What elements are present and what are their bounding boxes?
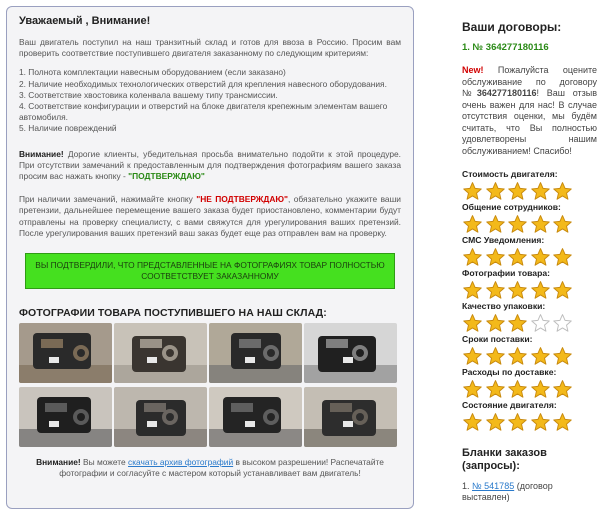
warning-body: Дорогие клиенты, убедительная просьба внимательно подойти к этой процедуре. При отсутствии замечаний к предоставленным для подтверждения фотографиям вашего заказа просим вас нажать кнопку - bbox=[19, 148, 401, 182]
intro-text: Ваш двигатель поступил на наш транзитный склад и готов для ввоза в Россию. Просим вам проверить соответствие поступившего двигателя заказанному по следующим критериям: bbox=[19, 37, 401, 59]
rating-label: Расходы по доставке: bbox=[462, 367, 557, 377]
confirm-quote: "ПОДТВЕРЖДАЮ" bbox=[128, 171, 205, 182]
star-filled-icon[interactable] bbox=[462, 346, 483, 367]
rating-row bbox=[462, 235, 600, 268]
star-filled-icon[interactable] bbox=[530, 346, 551, 367]
rating-row bbox=[462, 268, 600, 301]
star-filled-icon[interactable] bbox=[552, 181, 573, 202]
confirmation-panel bbox=[6, 6, 414, 509]
rating-label: Фотографии товара: bbox=[462, 268, 550, 278]
order-forms-heading: Бланки заказов (запросы): bbox=[462, 447, 547, 472]
star-filled-icon[interactable] bbox=[552, 379, 573, 400]
star-filled-icon[interactable] bbox=[485, 181, 506, 202]
star-empty-icon[interactable] bbox=[530, 313, 551, 334]
star-rating[interactable] bbox=[462, 313, 600, 334]
star-filled-icon[interactable] bbox=[485, 214, 506, 235]
list-item: 1. Полнота комплектации навесным оборудованием (если заказано) bbox=[19, 67, 286, 78]
star-filled-icon[interactable] bbox=[507, 214, 528, 235]
star-filled-icon[interactable] bbox=[485, 379, 506, 400]
star-filled-icon[interactable] bbox=[530, 214, 551, 235]
rating-label: Стоимость двигателя: bbox=[462, 169, 558, 179]
rating-row bbox=[462, 202, 600, 235]
star-rating[interactable] bbox=[462, 379, 600, 400]
rating-row bbox=[462, 334, 600, 367]
list-item: 5. Наличие повреждений bbox=[19, 123, 117, 134]
download-archive-link[interactable]: скачать архив фотографий bbox=[128, 457, 234, 468]
footer-post: в высоком разрешении! Распечатайте фотографии и согласуйте с мастером который устанавливает вам двигатель! bbox=[59, 457, 384, 479]
rating-row bbox=[462, 169, 600, 202]
review-pre: Пожалуйста оцените обслуживание по договору № bbox=[462, 65, 597, 98]
star-filled-icon[interactable] bbox=[485, 247, 506, 268]
warning-text bbox=[19, 149, 401, 183]
star-rating[interactable] bbox=[462, 181, 600, 202]
star-filled-icon[interactable] bbox=[462, 214, 483, 235]
star-filled-icon[interactable] bbox=[462, 247, 483, 268]
star-filled-icon[interactable] bbox=[530, 181, 551, 202]
star-filled-icon[interactable] bbox=[485, 280, 506, 301]
star-filled-icon[interactable] bbox=[507, 412, 528, 433]
contracts-heading: Ваши договоры: bbox=[462, 20, 562, 34]
star-filled-icon[interactable] bbox=[530, 247, 551, 268]
photos-heading: ФОТОГРАФИИ ТОВАРА ПОСТУПИВШЕГО НА НАШ СКЛАД: bbox=[19, 307, 327, 320]
not-confirm-quote: "НЕ ПОДТВЕРЖДАЮ" bbox=[196, 194, 288, 205]
download-note bbox=[19, 457, 401, 479]
confirm-button[interactable]: ВЫ ПОДТВЕРДИЛИ, ЧТО ПРЕДСТАВЛЕННЫЕ НА ФОТОГРАФИЯХ ТОВАР ПОЛНОСТЬЮ СООТВЕТСТВУЕТ ЗАКАЗАННОМУ bbox=[25, 253, 395, 289]
order-form-item bbox=[462, 481, 600, 503]
star-rating[interactable] bbox=[462, 346, 600, 367]
star-filled-icon[interactable] bbox=[552, 412, 573, 433]
star-filled-icon[interactable] bbox=[530, 379, 551, 400]
criteria-list bbox=[19, 67, 401, 134]
new-badge: New! bbox=[462, 65, 484, 75]
rating-label: Общение сотрудников: bbox=[462, 202, 561, 212]
engine-photo[interactable] bbox=[304, 387, 397, 447]
list-item: 3. Соответствие хвостовика коленвала вашему типу трансмиссии. bbox=[19, 89, 278, 100]
star-filled-icon[interactable] bbox=[507, 379, 528, 400]
form-suffix: (договор выставлен) bbox=[462, 481, 553, 502]
star-filled-icon[interactable] bbox=[462, 181, 483, 202]
star-rating[interactable] bbox=[462, 214, 600, 235]
page-title: Уважаемый , Внимание! bbox=[19, 15, 151, 27]
rating-label: Состояние двигателя: bbox=[462, 400, 557, 410]
star-filled-icon[interactable] bbox=[462, 379, 483, 400]
review-contract: 364277180116 bbox=[476, 88, 537, 98]
star-filled-icon[interactable] bbox=[507, 346, 528, 367]
contract-link[interactable]: 1. № 364277180116 bbox=[462, 42, 549, 53]
list-item: 4. Соответствие конфигурации и отверстий на блоке двигателя крепежным элементам вашего автомобиля. bbox=[19, 101, 388, 123]
claims-text bbox=[19, 194, 401, 239]
engine-photo[interactable] bbox=[114, 323, 207, 383]
star-filled-icon[interactable] bbox=[462, 280, 483, 301]
form-prefix: 1. bbox=[462, 481, 473, 491]
star-filled-icon[interactable] bbox=[507, 247, 528, 268]
star-empty-icon[interactable] bbox=[552, 313, 573, 334]
claims-pre: При наличии замечаний, нажимайте кнопку bbox=[19, 194, 197, 205]
review-request bbox=[450, 65, 600, 157]
star-filled-icon[interactable] bbox=[552, 346, 573, 367]
order-form-link[interactable]: № 541785 bbox=[472, 481, 515, 491]
star-rating[interactable] bbox=[462, 412, 600, 433]
engine-photo[interactable] bbox=[209, 387, 302, 447]
engine-photo[interactable] bbox=[19, 323, 112, 383]
star-filled-icon[interactable] bbox=[462, 412, 483, 433]
rating-row bbox=[462, 400, 600, 433]
star-rating[interactable] bbox=[462, 280, 600, 301]
star-filled-icon[interactable] bbox=[552, 247, 573, 268]
engine-photo[interactable] bbox=[114, 387, 207, 447]
star-filled-icon[interactable] bbox=[507, 181, 528, 202]
star-filled-icon[interactable] bbox=[485, 346, 506, 367]
rating-row bbox=[462, 301, 600, 334]
engine-photo[interactable] bbox=[304, 323, 397, 383]
ratings-list bbox=[450, 169, 600, 433]
warning-label: Внимание! bbox=[19, 148, 64, 159]
rating-label: Сроки поставки: bbox=[462, 334, 533, 344]
claims-post: , обязательно укажите ваши претензии, дальнейшее перемещение вашего заказа будет приостановлено, комментарии будут отправлены на проверку специалисту, с вами свяжутся для урегулирования ваших претензий. После урегулирования ваших претензий ваш заказ будет еще раз отправлен вам на проверку. bbox=[19, 194, 401, 238]
star-filled-icon[interactable] bbox=[530, 280, 551, 301]
rating-label: СМС Уведомления: bbox=[462, 235, 545, 245]
star-rating[interactable] bbox=[462, 247, 600, 268]
star-filled-icon[interactable] bbox=[507, 280, 528, 301]
engine-photo[interactable] bbox=[209, 323, 302, 383]
engine-photo[interactable] bbox=[19, 387, 112, 447]
star-filled-icon[interactable] bbox=[485, 412, 506, 433]
review-post: ! Ваш отзыв очень важен для нас! В случае отсутствия оценки, мы будём считать, что Вы полностью удовлетворены нашим обслуживанием! Спасибо! bbox=[462, 88, 597, 156]
footer-warning-label: Внимание! bbox=[36, 457, 81, 468]
sidebar bbox=[450, 20, 600, 503]
rating-row bbox=[462, 367, 600, 400]
rating-label: Качество упаковки: bbox=[462, 301, 546, 311]
star-filled-icon[interactable] bbox=[552, 280, 573, 301]
star-filled-icon[interactable] bbox=[530, 412, 551, 433]
photo-gallery bbox=[19, 323, 401, 447]
star-filled-icon[interactable] bbox=[485, 313, 506, 334]
star-filled-icon[interactable] bbox=[507, 313, 528, 334]
list-item: 2. Наличие необходимых технологических отверстий для крепления навесного оборудования. bbox=[19, 78, 387, 89]
star-filled-icon[interactable] bbox=[552, 214, 573, 235]
star-filled-icon[interactable] bbox=[462, 313, 483, 334]
footer-pre: Вы можете bbox=[80, 457, 129, 468]
